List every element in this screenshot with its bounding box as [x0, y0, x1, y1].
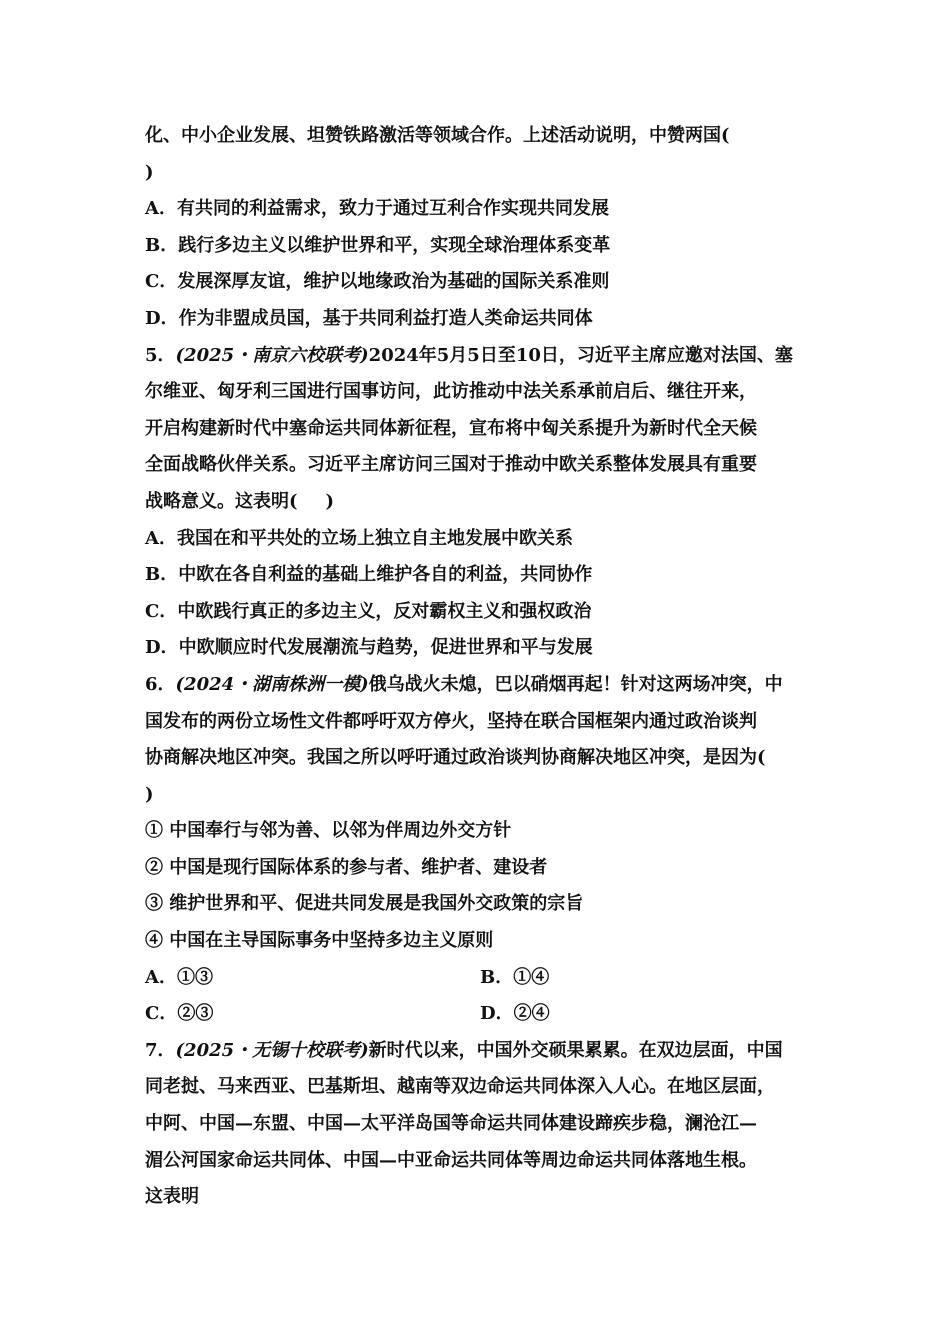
q5-text-line: 全面战略伙伴关系。习近平主席访问三国对于推动中欧关系整体发展具有重要 — [145, 454, 757, 476]
q6-first-line — [145, 667, 825, 704]
q6-text-line: 国发布的两份立场性文件都呼吁双方停火，坚持在联合国框架内通过政治谈判 — [145, 710, 757, 732]
q6-options-row — [145, 996, 825, 1033]
q6-option-d: D．②④ — [480, 1003, 550, 1025]
q6-number: 6． — [145, 673, 176, 695]
q7-number: 7． — [145, 1039, 176, 1061]
q6-source: (2024・湖南株洲一模) — [175, 673, 369, 695]
q5-source: (2025・南京六校联考) — [175, 344, 369, 366]
q5-number: 5． — [145, 344, 176, 366]
q7-first-line — [145, 1033, 825, 1070]
q4-option-b: B．践行多边主义以维护世界和平，实现全球治理体系变革 — [145, 234, 611, 256]
q6-option-c: C．②③ — [145, 1003, 214, 1025]
q6-text-line: ) — [145, 783, 154, 805]
q5-option-d: D．中欧顺应时代发展潮流与趋势，促进世界和平与发展 — [145, 637, 593, 659]
q7-stem-start: 新时代以来，中国外交硕果累累。在双边层面，中国 — [368, 1039, 783, 1061]
q5-option-a: A．我国在和平共处的立场上独立自主地发展中欧关系 — [145, 527, 573, 549]
q4-text-line: ) — [145, 161, 154, 183]
q5-text-line: 尔维亚、匈牙利三国进行国事访问，此访推动中法关系承前启后、继往开来， — [145, 381, 757, 403]
q5-option-c: C．中欧践行真正的多边主义，反对霸权主义和强权政治 — [145, 600, 592, 622]
q7-source: (2025・无锡十校联考) — [175, 1039, 369, 1061]
q7-text-line: 湄公河国家命运共同体、中国—中亚命运共同体等周边命运共同体落地生根。 — [145, 1149, 757, 1171]
q4-option-a: A．有共同的利益需求，致力于通过互利合作实现共同发展 — [145, 198, 609, 220]
q5-option-b: B．中欧在各自利益的基础上维护各自的利益，共同协作 — [145, 564, 593, 586]
q7-text-line: 中阿、中国—东盟、中国—太平洋岛国等命运共同体建设蹄疾步稳，澜沧江— — [145, 1113, 757, 1135]
q5-text-line — [145, 484, 825, 521]
q5-text-line: 开启构建新时代中塞命运共同体新征程，宣布将中匈关系提升为新时代全天候 — [145, 417, 757, 439]
q6-stem-start: 俄乌战火未熄，巴以硝烟再起！针对这两场冲突，中 — [368, 673, 783, 695]
q7-text-line: 同老挝、马来西亚、巴基斯坦、越南等双边命运共同体深入人心。在地区层面， — [145, 1076, 775, 1098]
q4-option-c: C．发展深厚友谊，维护以地缘政治为基础的国际关系准则 — [145, 271, 610, 293]
q4-text-line: 化、中小企业发展、坦赞铁路激活等领域合作。上述活动说明，中赞两国( — [145, 125, 730, 146]
q6-option-b: B．①④ — [480, 966, 550, 988]
q6-option-a: A．①③ — [145, 966, 213, 988]
q6-statement-2: ② 中国是现行国际体系的参与者、维护者、建设者 — [145, 856, 548, 878]
q6-text-line: 协商解决地区冲突。我国之所以呼吁通过政治谈判协商解决地区冲突，是因为( — [145, 747, 766, 769]
q4-option-d: D．作为非盟成员国，基于共同利益打造人类命运共同体 — [145, 307, 593, 329]
document-page — [145, 118, 825, 1216]
q7-text-line: 这表明 — [145, 1186, 199, 1208]
q5-stem-end: 战略意义。这表明( — [145, 490, 298, 512]
q6-statement-1: ① 中国奉行与邻为善、以邻为伴周边外交方针 — [145, 820, 512, 842]
q6-statement-3: ③ 维护世界和平、促进共同发展是我国外交政策的宗旨 — [145, 893, 584, 915]
q5-stem-start: 2024年5月5日至10日，习近平主席应邀对法国、塞 — [368, 344, 793, 366]
q6-statement-4: ④ 中国在主导国际事务中坚持多边主义原则 — [145, 930, 494, 952]
q6-options-row — [145, 960, 825, 997]
q5-paren-close: ) — [325, 490, 335, 512]
q5-first-line — [145, 338, 825, 375]
